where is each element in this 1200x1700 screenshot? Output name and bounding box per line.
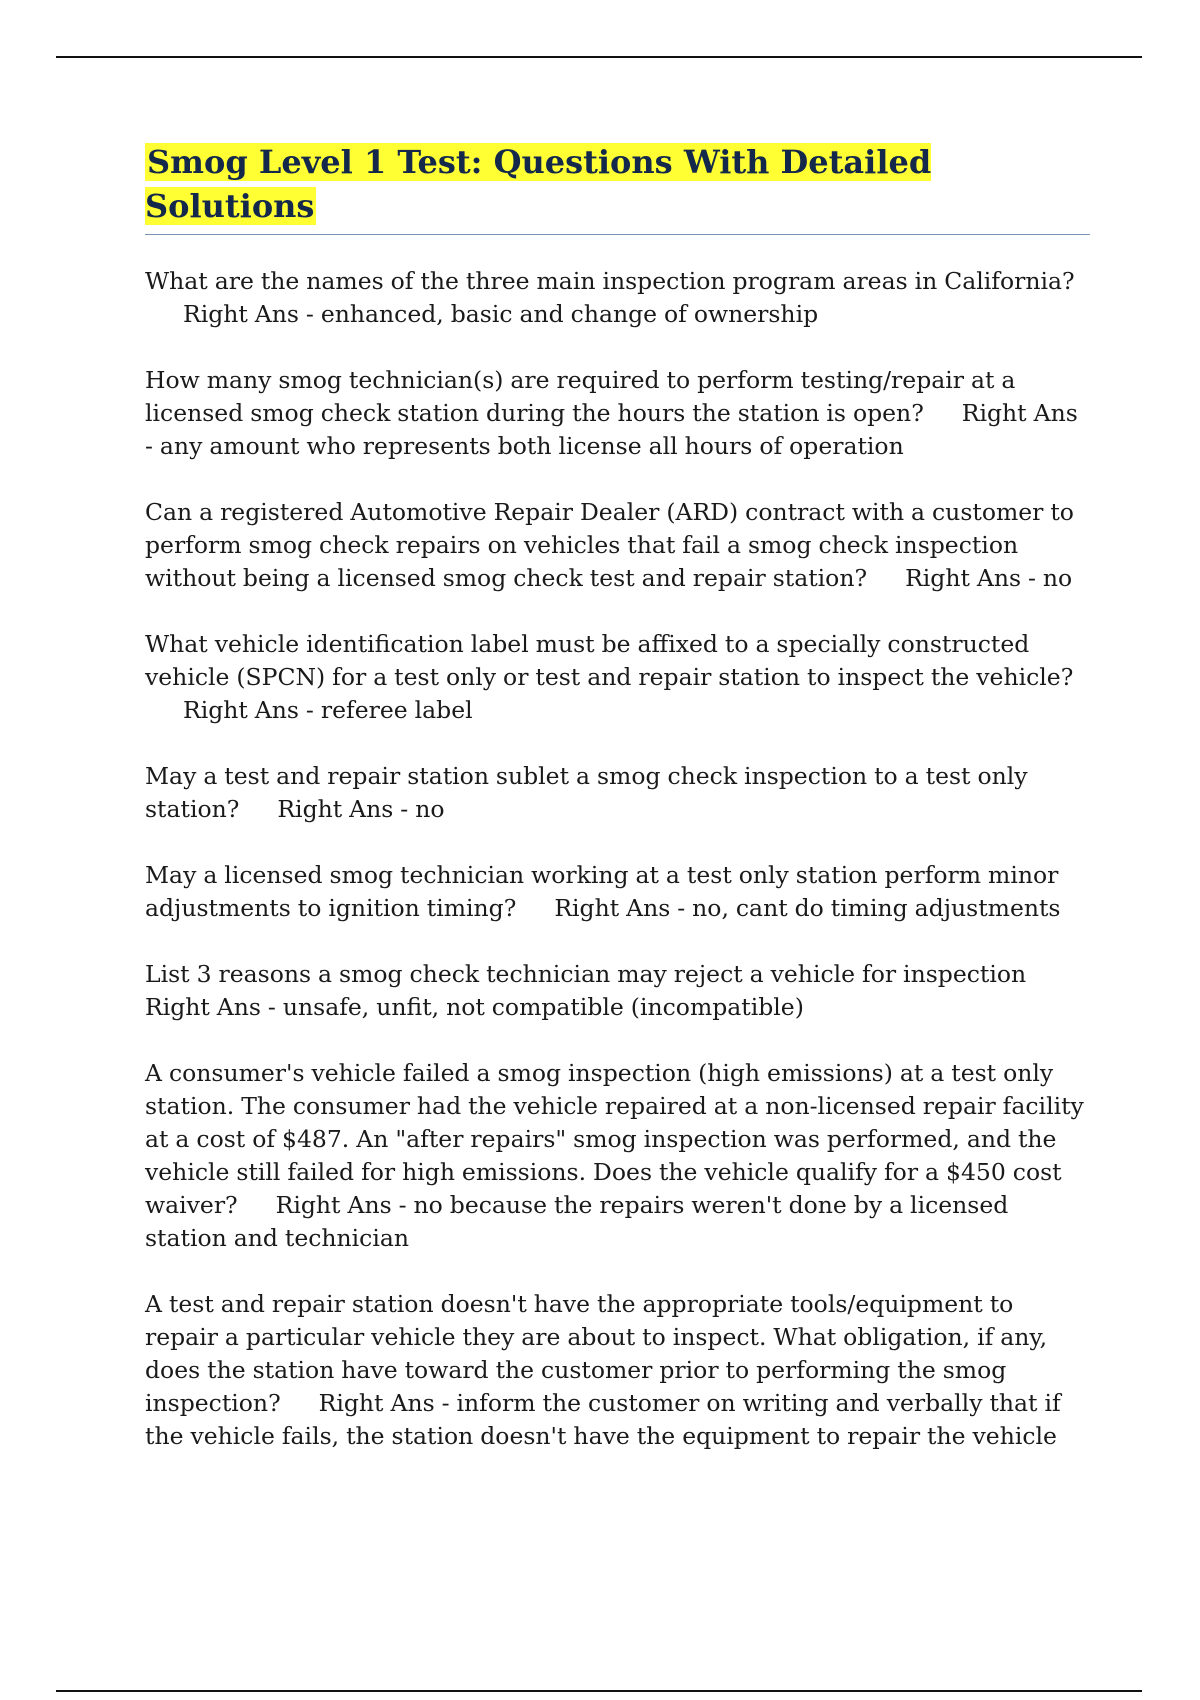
question-text: A consumer's vehicle failed a smog inspection (high emissions) at a test only station. The consumer had the vehicle repaired at a non-licensed repair facility at a cost of $487. An "after repairs" smog inspection was performed, and the vehicle still failed for high emissions. Does the vehicle qualify for a $450 cost waiver?	[145, 1059, 1084, 1219]
document-title: Smog Level 1 Test: Questions With Detailed Solutions	[145, 143, 932, 225]
question-text: How many smog technician(s) are required to perform testing/repair at a licensed smog check station during the hours the station is open?	[145, 366, 1016, 427]
answer-prefix: Right Ans -	[277, 795, 416, 823]
answer-prefix: Right Ans -	[318, 1389, 457, 1417]
answer-prefix: Right Ans -	[145, 993, 283, 1021]
qa-item	[145, 496, 1090, 595]
question-text: List 3 reasons a smog check technician may reject a vehicle for inspection	[145, 960, 1027, 988]
answer-prefix: Right Ans -	[554, 894, 693, 922]
question-text: May a licensed smog technician working at a test only station perform minor adjustments to ignition timing?	[145, 861, 1059, 922]
qa-item	[145, 760, 1090, 826]
question-text: May a test and repair station sublet a smog check inspection to a test only station?	[145, 762, 1028, 823]
qa-item	[145, 958, 1090, 1024]
qa-item	[145, 859, 1090, 925]
qa-item	[145, 628, 1090, 727]
answer-text: no because the repairs weren't done by a licensed station and technician	[145, 1191, 1009, 1252]
qa-item	[145, 1288, 1090, 1453]
qa-item	[145, 364, 1090, 463]
answer-prefix: Right Ans -	[183, 300, 321, 328]
question-text: What vehicle identification label must be affixed to a specially constructed vehicle (SPCN) for a test only or test and repair station to inspect the vehicle?	[145, 630, 1074, 691]
answer-text: no	[415, 795, 445, 823]
answer-prefix: Right Ans -	[145, 399, 1078, 460]
answer-text: no	[1042, 564, 1073, 592]
qa-item	[145, 1057, 1090, 1255]
answer-prefix: Right Ans -	[905, 564, 1043, 592]
answer-text: enhanced, basic and change of ownership	[320, 300, 819, 328]
answer-text: inform the customer on writing and verbally that if the vehicle fails, the station doesn't have the equipment to repair the vehicle	[145, 1389, 1061, 1450]
answer-text: no, cant do timing adjustments	[692, 894, 1061, 922]
answer-prefix: Right Ans -	[275, 1191, 414, 1219]
question-text: Can a registered Automotive Repair Dealer (ARD) contract with a customer to perform smog check repairs on vehicles that fail a smog check inspection without being a licensed smog check test and repair station?	[145, 498, 1074, 592]
footer-rule	[56, 1690, 1142, 1692]
question-text: A test and repair station doesn't have the appropriate tools/equipment to repair a particular vehicle they are about to inspect. What obligation, if any, does the station have toward the customer prior to performing the smog inspection?	[145, 1290, 1048, 1417]
qa-item	[145, 265, 1090, 331]
question-text: What are the names of the three main inspection program areas in California?	[145, 267, 1075, 295]
header-rule	[56, 56, 1142, 58]
answer-text: any amount who represents both license all hours of operation	[159, 432, 904, 460]
document-body	[145, 140, 1090, 1486]
answer-text: unsafe, unfit, not compatible (incompatible)	[282, 993, 804, 1021]
title-block	[145, 140, 1090, 235]
answer-text: referee label	[320, 696, 473, 724]
answer-prefix: Right Ans -	[183, 696, 321, 724]
